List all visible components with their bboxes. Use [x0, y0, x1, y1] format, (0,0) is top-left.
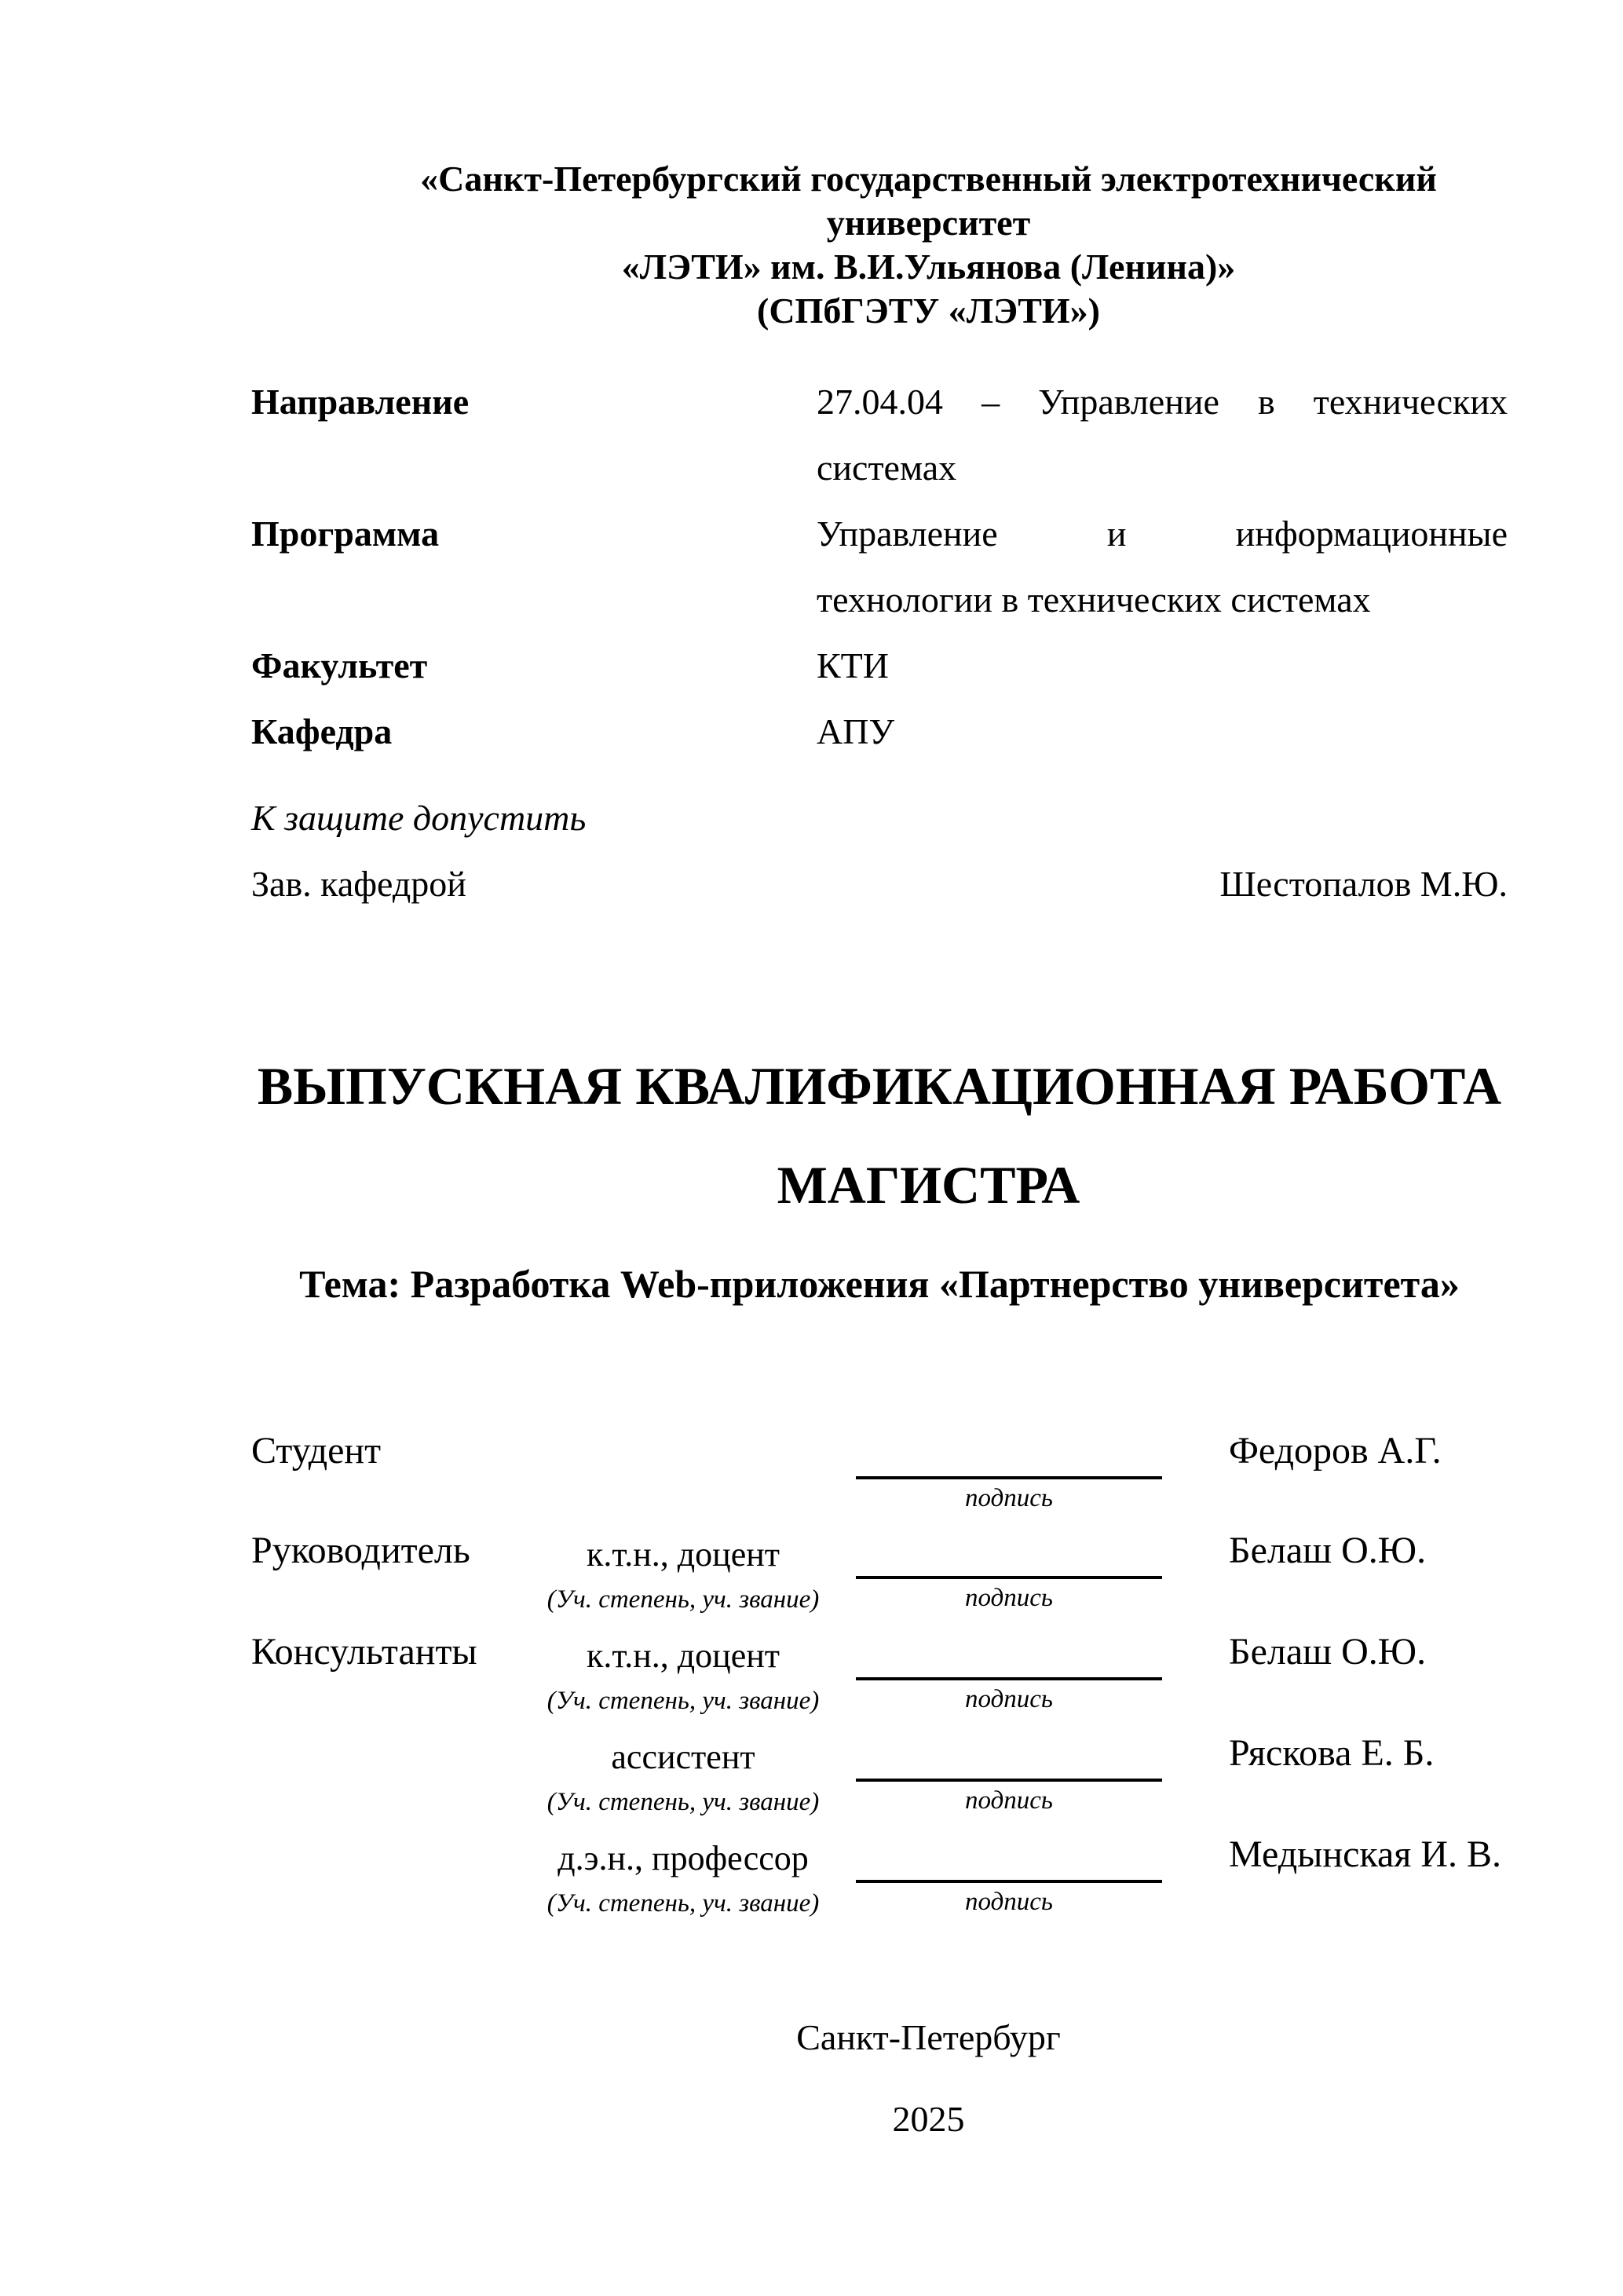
university-header: [349, 157, 1508, 333]
qualification-text: д.э.н., профессор: [557, 1839, 809, 1877]
signature-row-student: [251, 1429, 1508, 1513]
signature-line: [856, 1529, 1162, 1579]
field-value-direction: [817, 369, 1508, 501]
signatures-section: [251, 1429, 1508, 1918]
admission-section: [251, 785, 1508, 917]
university-header-line-1: «Санкт-Петербургский государственный электротехнический: [420, 159, 1437, 199]
signature-name: Медынская И. В.: [1229, 1834, 1502, 1875]
footer-city: Санкт-Петербург: [796, 2017, 1061, 2057]
page-title-line-1: ВЫПУСКНАЯ КВАЛИФИКАЦИОННАЯ РАБОТА: [257, 1056, 1502, 1116]
signature-cell: [856, 1529, 1162, 1613]
qualification-caption: (Уч. степень, уч. звание): [546, 1788, 820, 1816]
signature-line: [856, 1731, 1162, 1782]
footer-year: 2025: [892, 2099, 965, 2139]
signature-line: [856, 1630, 1162, 1680]
page-title-line-2: МАГИСТРА: [777, 1155, 1080, 1215]
field-row-program: [251, 501, 1508, 633]
signature-name: Федоров А.Г.: [1229, 1430, 1442, 1472]
signature-line: [856, 1429, 1162, 1479]
field-value-line: 27.04.04 – Управление в технических: [817, 382, 1508, 422]
signature-role: Студент: [251, 1430, 382, 1472]
signature-row-consultant-3: [251, 1833, 1508, 1918]
qualification-cell: [546, 1529, 821, 1614]
signature-line: [856, 1833, 1162, 1883]
field-row-faculty: [251, 633, 1508, 699]
signature-role: Руководитель: [251, 1530, 470, 1571]
signature-role: Консультанты: [251, 1631, 477, 1673]
signature-row-consultant-2: [251, 1731, 1508, 1817]
admission-row: [251, 851, 1508, 917]
page-title: [251, 1036, 1508, 1234]
fields-section: [251, 369, 1508, 765]
signature-name: Ряскова Е. Б.: [1229, 1732, 1435, 1774]
admission-role: Зав. кафедрой: [251, 864, 466, 904]
qualification-cell: [546, 1630, 821, 1716]
university-header-line-4: (СПбГЭТУ «ЛЭТИ»): [757, 291, 1100, 331]
field-row-department: [251, 699, 1508, 765]
field-label-faculty: Факультет: [251, 645, 428, 686]
signature-caption: подпись: [965, 1584, 1053, 1612]
field-value-program: [817, 501, 1508, 633]
field-value-line: КТИ: [817, 645, 889, 686]
field-value-department: [817, 699, 1508, 765]
topic-line: Тема: Разработка Web-приложения «Партнерство университета»: [299, 1262, 1460, 1306]
signature-caption: подпись: [965, 1786, 1053, 1815]
signature-cell: [856, 1833, 1162, 1917]
qualification-text: к.т.н., доцент: [586, 1636, 780, 1675]
field-value-line: Управление и информационные: [817, 514, 1508, 554]
university-header-line-2: университет: [826, 203, 1031, 243]
field-value-line: системах: [817, 448, 957, 488]
field-value-faculty: [817, 633, 1508, 699]
field-label-department: Кафедра: [251, 711, 393, 751]
signature-cell: [856, 1731, 1162, 1815]
field-label-program: Программа: [251, 514, 440, 554]
qualification-caption: (Уч. степень, уч. звание): [546, 1585, 820, 1614]
signature-cell: [856, 1429, 1162, 1513]
qualification-text: ассистент: [611, 1738, 755, 1776]
field-value-line: АПУ: [817, 711, 895, 751]
signature-name: Белаш О.Ю.: [1229, 1530, 1427, 1571]
footer-section: [349, 1997, 1508, 2160]
signature-row-consultant-1: [251, 1630, 1508, 1716]
qualification-caption: (Уч. степень, уч. звание): [546, 1889, 820, 1918]
field-label-direction: Направление: [251, 382, 470, 422]
admission-name: Шестопалов М.Ю.: [1219, 864, 1508, 904]
qualification-cell: [546, 1833, 821, 1918]
qualification-caption: (Уч. степень, уч. звание): [546, 1687, 820, 1715]
admission-note: К защите допустить: [251, 798, 587, 838]
signature-row-supervisor: [251, 1529, 1508, 1614]
signature-caption: подпись: [965, 1484, 1053, 1512]
field-value-line: технологии в технических системах: [817, 579, 1371, 620]
signature-name: Белаш О.Ю.: [1229, 1631, 1427, 1673]
university-header-line-3: «ЛЭТИ» им. В.И.Ульянова (Ленина)»: [621, 247, 1236, 287]
qualification-text: к.т.н., доцент: [586, 1535, 780, 1574]
signature-cell: [856, 1630, 1162, 1714]
signature-caption: подпись: [965, 1888, 1053, 1916]
field-row-direction: [251, 369, 1508, 501]
qualification-cell: [546, 1731, 821, 1817]
signature-caption: подпись: [965, 1685, 1053, 1713]
